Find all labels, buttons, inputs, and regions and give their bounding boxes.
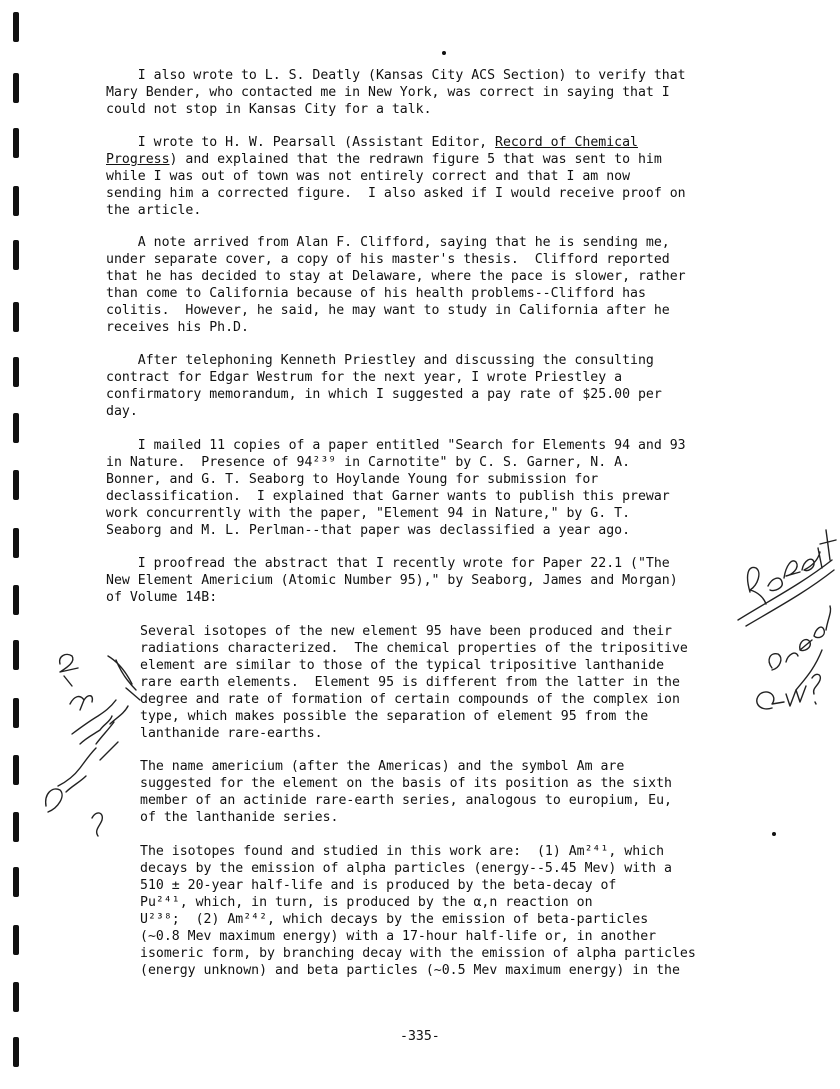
- text-line: Mary Bender, who contacted me in New York, was correct in saying that I: [106, 85, 670, 100]
- text-line: (energy unknown) and beta particles (~0.5 Mev maximum energy) in the: [140, 963, 680, 978]
- abstract-paragraph-3: [140, 843, 740, 979]
- abstract-paragraph-1: [140, 623, 740, 742]
- text-line: U²³⁸; (2) Am²⁴², which decays by the emission of beta-particles: [140, 912, 649, 927]
- text-line: The isotopes found and studied in this work are: (1) Am²⁴¹, which: [140, 844, 665, 859]
- text-line: New Element Americium (Atomic Number 95)," by Seaborg, James and Morgan): [106, 573, 678, 588]
- handwriting-reprint: [738, 530, 836, 626]
- text-line: lanthanide rare-earths.: [140, 726, 323, 741]
- page-number: -335-: [400, 1029, 440, 1044]
- paragraph-pearsall: [106, 134, 746, 219]
- text-line: rare earth elements. Element 95 is different from the latter in the: [140, 675, 680, 690]
- text-line: isomeric form, by branching decay with the emission of alpha particles: [140, 946, 696, 961]
- text-line: degree and rate of formation of certain compounds of the complex ion: [140, 692, 680, 707]
- text-line: of the lanthanide series.: [140, 810, 339, 825]
- paragraph-clifford: [106, 234, 746, 336]
- text-line: I also wrote to L. S. Deatly (Kansas City ACS Section) to verify that: [106, 68, 686, 83]
- text-line: Seaborg and M. L. Perlman--that paper was declassified a year ago.: [106, 523, 631, 538]
- paragraph-proofread: [106, 555, 746, 606]
- binder-hole: [13, 128, 19, 158]
- text-line: type, which makes possible the separation of element 95 from the: [140, 709, 649, 724]
- paragraph-garner: [106, 437, 746, 539]
- text-line: declassification. I explained that Garner wants to publish this prewar: [106, 489, 670, 504]
- text-line: I proofread the abstract that I recently wrote for Paper 22.1 ("The: [106, 556, 670, 571]
- text-line: 510 ± 20-year half-life and is produced by the beta-decay of: [140, 878, 617, 893]
- text-line: colitis. However, he said, he may want to study in California after he: [106, 303, 670, 318]
- handwriting-left-margin: [46, 654, 140, 836]
- text-line: work concurrently with the paper, "Element 94 in Nature," by G. T.: [106, 506, 631, 521]
- text-line: The name americium (after the Americas) and the symbol Am are: [140, 759, 625, 774]
- text-line: confirmatory memorandum, in which I suggested a pay rate of $25.00 per: [106, 387, 662, 402]
- binder-hole: [13, 73, 19, 103]
- journal-title: Record of Chemical: [495, 135, 638, 150]
- binder-hole: [13, 302, 19, 332]
- handwriting-gw: [757, 674, 821, 709]
- binder-hole: [13, 982, 19, 1012]
- text-line: A note arrived from Alan F. Clifford, saying that he is sending me,: [106, 235, 670, 250]
- text-line: I mailed 11 copies of a paper entitled "Search for Elements 94 and 93: [106, 438, 686, 453]
- binder-hole: [13, 240, 19, 270]
- binder-hole: [13, 755, 19, 785]
- text-line: under separate cover, a copy of his master's thesis. Clifford reported: [106, 252, 670, 267]
- text-line: contract for Edgar Westrum for the next year, I wrote Priestley a: [106, 370, 623, 385]
- text-line: while I was out of town was not entirely correct and that I am now: [106, 169, 631, 184]
- text-line: of Volume 14B:: [106, 590, 218, 605]
- text-line: Several isotopes of the new element 95 have been produced and their: [140, 624, 672, 639]
- binder-hole: [13, 812, 19, 842]
- paragraph-deatly: [106, 67, 746, 118]
- binder-hole: [13, 186, 19, 216]
- text-line: element are similar to those of the typical tripositive lanthanide: [140, 658, 665, 673]
- paragraph-priestley: [106, 352, 746, 420]
- text-line: decays by the emission of alpha particles (energy--5.45 Mev) with a: [140, 861, 672, 876]
- text-line: than come to California because of his health problems--Clifford has: [106, 286, 646, 301]
- binder-hole: [13, 585, 19, 615]
- text-line: suggested for the element on the basis of its position as the sixth: [140, 776, 672, 791]
- binder-hole: [13, 12, 19, 42]
- binder-hole: [13, 640, 19, 670]
- binder-hole: [13, 698, 19, 728]
- binder-holes: [13, 0, 21, 1089]
- text-line: member of an actinide rare-earth series, analogous to europium, Eu,: [140, 793, 672, 808]
- text-line: radiations characterized. The chemical properties of the tripositive: [140, 641, 688, 656]
- text-line: that he has decided to stay at Delaware, where the pace is slower, rather: [106, 269, 686, 284]
- handwriting-ordered: [769, 606, 830, 690]
- text-line: Bonner, and G. T. Seaborg to Hoylande Young for submission for: [106, 472, 599, 487]
- binder-hole: [13, 528, 19, 558]
- binder-hole: [13, 925, 19, 955]
- binder-hole: [13, 357, 19, 387]
- text-line: sending him a corrected figure. I also asked if I would receive proof on: [106, 186, 686, 201]
- journal-title-cont: Progress: [106, 152, 170, 167]
- text-line: the article.: [106, 203, 202, 218]
- text-line: Pu²⁴¹, which, in turn, is produced by the α,n reaction on: [140, 895, 593, 910]
- binder-hole: [13, 867, 19, 897]
- abstract-paragraph-2: [140, 758, 740, 826]
- text-line: After telephoning Kenneth Priestley and discussing the consulting: [106, 353, 654, 368]
- text-line: day.: [106, 404, 138, 419]
- text-line: (~0.8 Mev maximum energy) with a 17-hour half-life or, in another: [140, 929, 657, 944]
- speck: [442, 51, 446, 55]
- text-line: ) and explained that the redrawn figure 5 that was sent to him: [169, 152, 662, 167]
- text-line: receives his Ph.D.: [106, 320, 249, 335]
- binder-hole: [13, 470, 19, 500]
- binder-hole: [13, 413, 19, 443]
- text-line: in Nature. Presence of 94²³⁹ in Carnotite" by C. S. Garner, N. A.: [106, 455, 631, 470]
- text-line: could not stop in Kansas City for a talk.: [106, 102, 432, 117]
- binder-hole: [13, 1037, 19, 1067]
- text-line: I wrote to H. W. Pearsall (Assistant Editor,: [106, 135, 496, 150]
- speck: [772, 832, 776, 836]
